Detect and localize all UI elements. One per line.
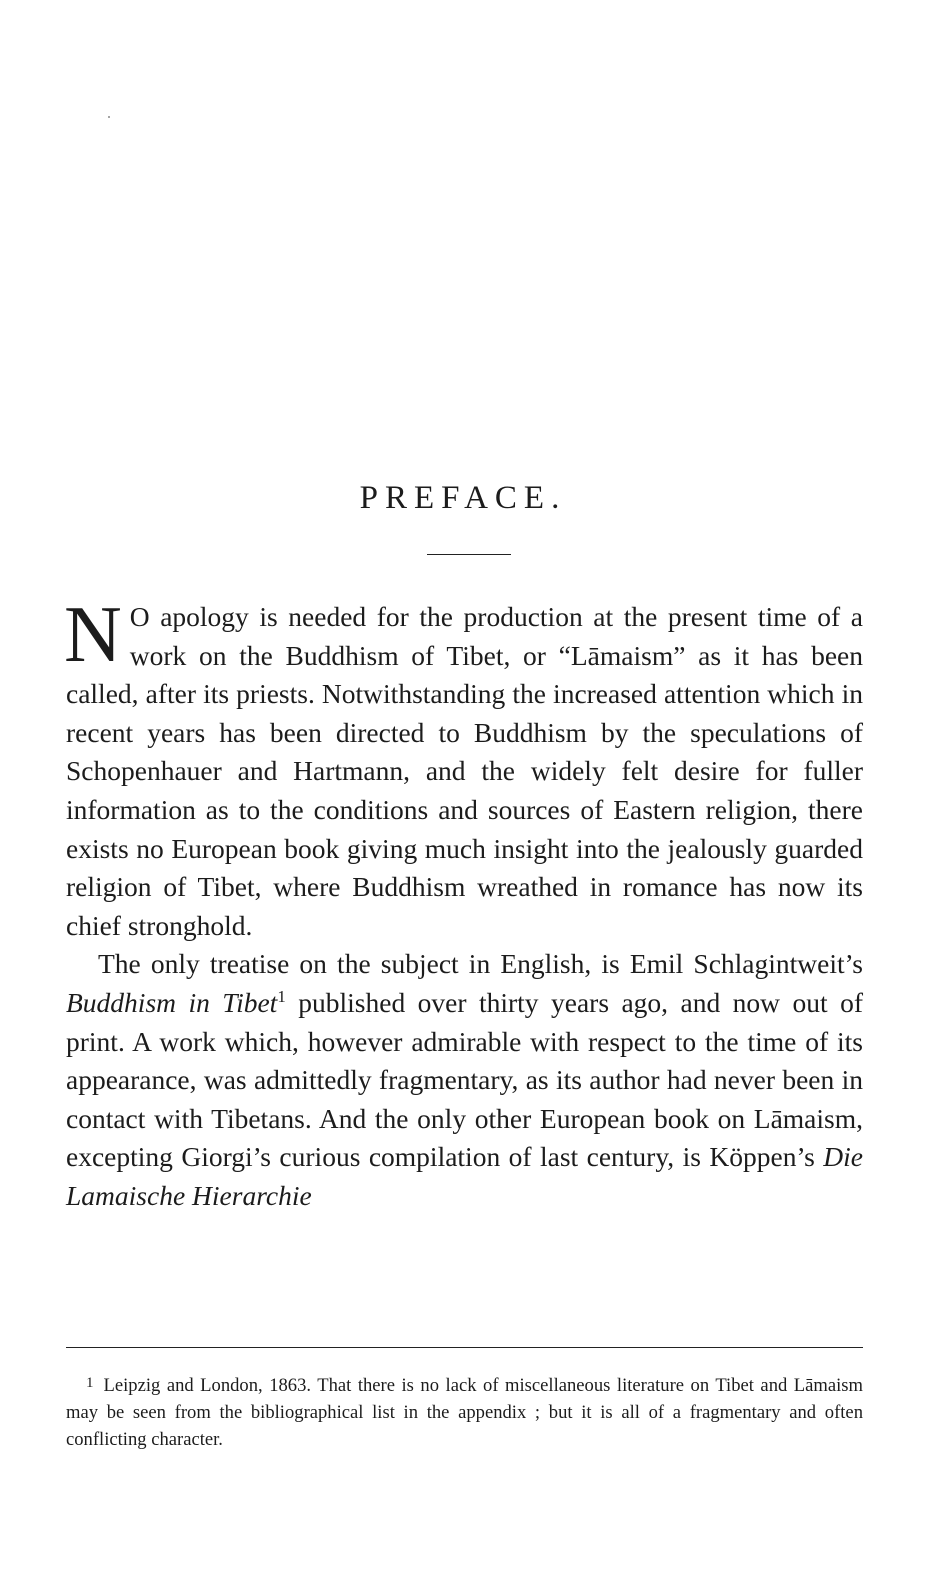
paragraph-2 <box>66 945 863 1215</box>
paragraph-2-text-b: published over thirty years ago, and now out of print. A work which, however admirable with respect to the time of its appearance, was admittedly fragmentary, as its author had never been in contact with Tibetans. And the only other European book on Lāmaism, excepting Giorgi’s curious compilation of last century, is Köppen’s <box>66 986 863 1173</box>
footnote-marker: 1 <box>86 1375 94 1391</box>
paragraph-1 <box>64 591 863 945</box>
footnote-reference: 1 <box>277 986 286 1006</box>
page-title: PREFACE. <box>359 480 567 517</box>
footnote <box>66 1370 863 1453</box>
paragraph-1-text: O apology is needed for the production at the present time of a work on the Buddhism of Tibet, or “Lāmaism” as it has been called, after its priests. Notwithstanding the increased attention which in recent years has been directed to Buddhism by the speculations of Schopenhauer and Hartmann, and the widely felt desire for fuller information as to the conditions and sources of Eastern religion, there exists no European book giving much insight into the jealously guarded religion of Tibet, where Buddhism wreathed in romance has now its chief stronghold. <box>66 601 863 941</box>
title-divider <box>427 554 511 555</box>
drop-cap: N <box>64 591 122 679</box>
paper-speck <box>108 116 110 118</box>
book-title-die-lamaische-hierarchie: Die Lamaische Hierarchie <box>66 1141 863 1211</box>
paragraph-2-text-a: The only treatise on the subject in English, is Emil Schlagintweit’s <box>98 948 863 980</box>
body-text <box>64 591 863 1216</box>
footnote-divider <box>66 1347 863 1348</box>
book-title-buddhism-in-tibet: Buddhism in Tibet <box>66 986 278 1018</box>
footnote-text: Leipzig and London, 1863. That there is no lack of miscellaneous literature on Tibet and Lāmaism may be seen from the bibliographical list in the appendix ; but it is all of a fragmentary and often conflicting character. <box>66 1375 863 1450</box>
